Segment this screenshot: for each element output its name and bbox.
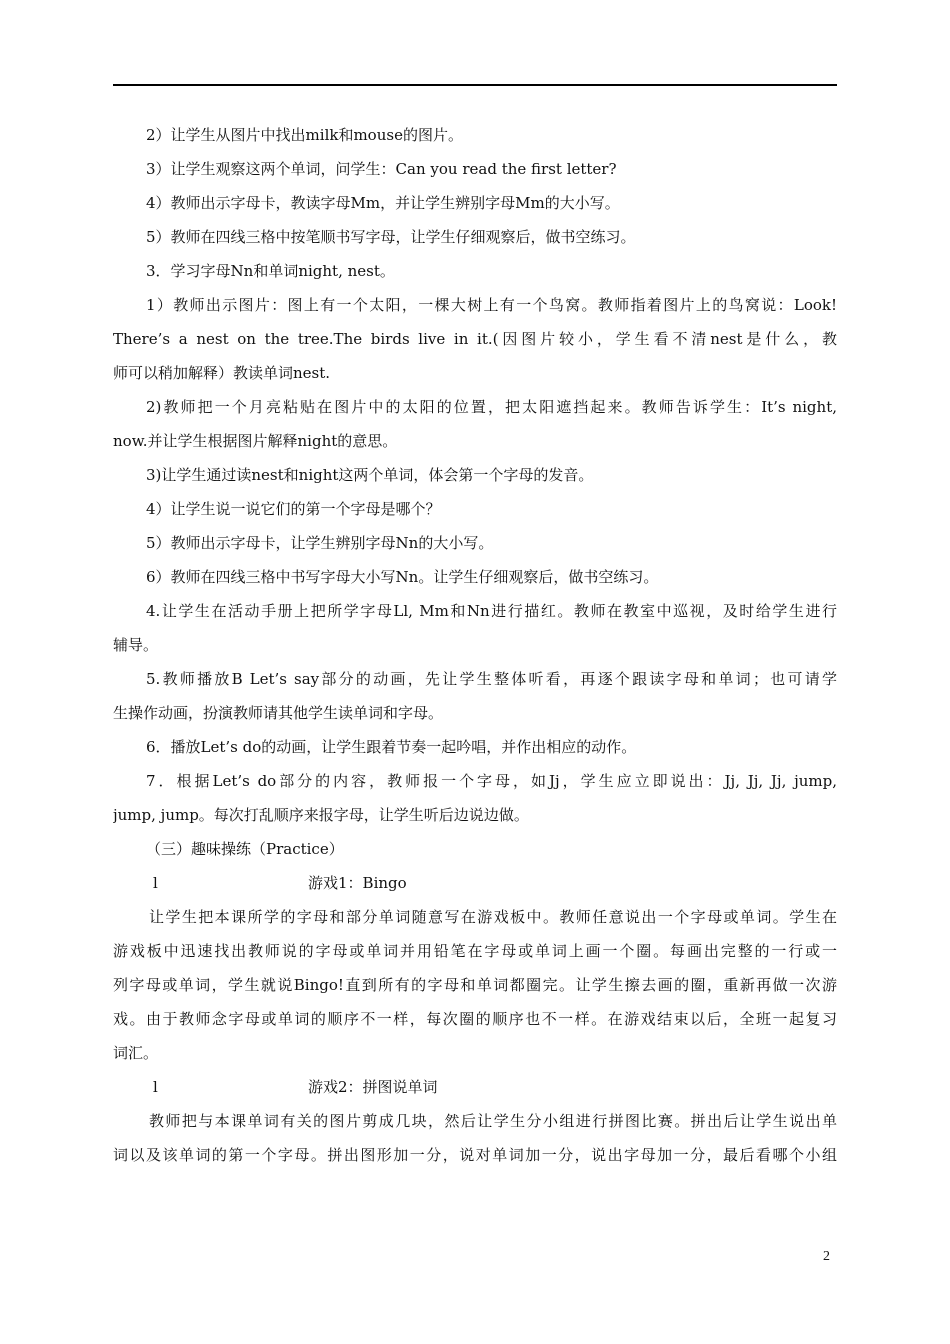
section-heading: 3．学习字母Nn和单词night, nest。 [146, 262, 395, 280]
paragraph-line: 师可以稍加解释）教读单词nest. [113, 364, 331, 382]
paragraph-line: 让学生把本课所学的字母和部分单词随意写在游戏板中。教师任意说出一个字母或单词。学生在 [149, 908, 837, 926]
paragraph-line: 1）教师出示图片：图上有一个太阳，一棵大树上有一个鸟窝。教师指着图片上的鸟窝说：Look! [146, 296, 837, 314]
paragraph-line: 3)让学生通过读nest和night这两个单词，体会第一个字母的发音。 [146, 466, 594, 484]
paragraph-line: 3）让学生观察这两个单词，问学生：Can you read the first letter? [146, 160, 617, 178]
paragraph-line: 辅导。 [113, 636, 159, 654]
paragraph-line: 词汇。 [113, 1044, 159, 1062]
paragraph-line: jump, jump。每次打乱顺序来报字母，让学生听后边说边做。 [113, 806, 529, 824]
paragraph-line: 列字母或单词，学生就说Bingo!直到所有的字母和单词都圈完。让学生擦去画的圈，重新再做一次游 [113, 976, 837, 994]
game1-heading [113, 866, 837, 900]
paragraph-line: 6）教师在四线三格中书写字母大小写Nn。让学生仔细观察后，做书空练习。 [146, 568, 659, 586]
paragraph-line: 2）让学生从图片中找出milk和mouse的图片。 [146, 126, 463, 144]
paragraph-line: 游戏板中迅速找出教师说的字母或单词并用铅笔在字母或单词上画一个圈。每画出完整的一行或一 [113, 942, 837, 960]
paragraph-line: 生操作动画，扮演教师请其他学生读单词和字母。 [113, 704, 444, 722]
paragraph-line: 教师把与本课单词有关的图片剪成几块，然后让学生分小组进行拼图比赛。拼出后让学生说出单 [149, 1112, 837, 1130]
document-body [113, 118, 837, 1172]
game2-title: 游戏2：拼图说单词 [308, 1078, 438, 1096]
paragraph-line: 6．播放Let’s do的动画，让学生跟着节奏一起吟唱，并作出相应的动作。 [146, 738, 637, 756]
paragraph-line: 4.让学生在活动手册上把所学字母Ll, Mm和Nn进行描红。教师在教室中巡视，及时给学生进行 [146, 602, 837, 620]
bullet-marker: l [153, 874, 158, 892]
paragraph-line: 4）教师出示字母卡，教读字母Mm，并让学生辨别字母Mm的大小写。 [146, 194, 620, 212]
bullet-marker: l [153, 1078, 158, 1096]
paragraph-line: now.并让学生根据图片解释night的意思。 [113, 432, 398, 450]
paragraph-line: 词以及该单词的第一个字母。拼出图形加一分，说对单词加一分，说出字母加一分，最后看哪个小组 [113, 1146, 837, 1164]
paragraph-line: 戏。由于教师念字母或单词的顺序不一样，每次圈的顺序也不一样。在游戏结束以后，全班一起复习 [113, 1010, 837, 1028]
paragraph-line: 5）教师在四线三格中按笔顺书写字母，让学生仔细观察后，做书空练习。 [146, 228, 636, 246]
page-number: 2 [823, 1249, 830, 1264]
paragraph-line: There’s a nest on the tree.The birds live in it.(因图片较小，学生看不清nest是什么，教 [113, 330, 837, 348]
paragraph-line: 5）教师出示字母卡，让学生辨别字母Nn的大小写。 [146, 534, 494, 552]
paragraph-line: 5.教师播放B Let’s say部分的动画，先让学生整体听看，再逐个跟读字母和单词；也可请学 [146, 670, 837, 688]
game1-title: 游戏1：Bingo [308, 874, 407, 892]
paragraph-line: 7．根据Let’s do部分的内容，教师报一个字母，如Jj，学生应立即说出：Jj, Jj, Jj, jump, [146, 772, 837, 790]
section-heading: （三）趣味操练（Practice） [146, 840, 344, 858]
game2-heading [113, 1070, 837, 1104]
paragraph-line: 4）让学生说一说它们的第一个字母是哪个？ [146, 500, 441, 518]
header-rule [113, 84, 837, 86]
paragraph-line: 2)教师把一个月亮粘贴在图片中的太阳的位置，把太阳遮挡起来。教师告诉学生：It’s night, [146, 398, 837, 416]
